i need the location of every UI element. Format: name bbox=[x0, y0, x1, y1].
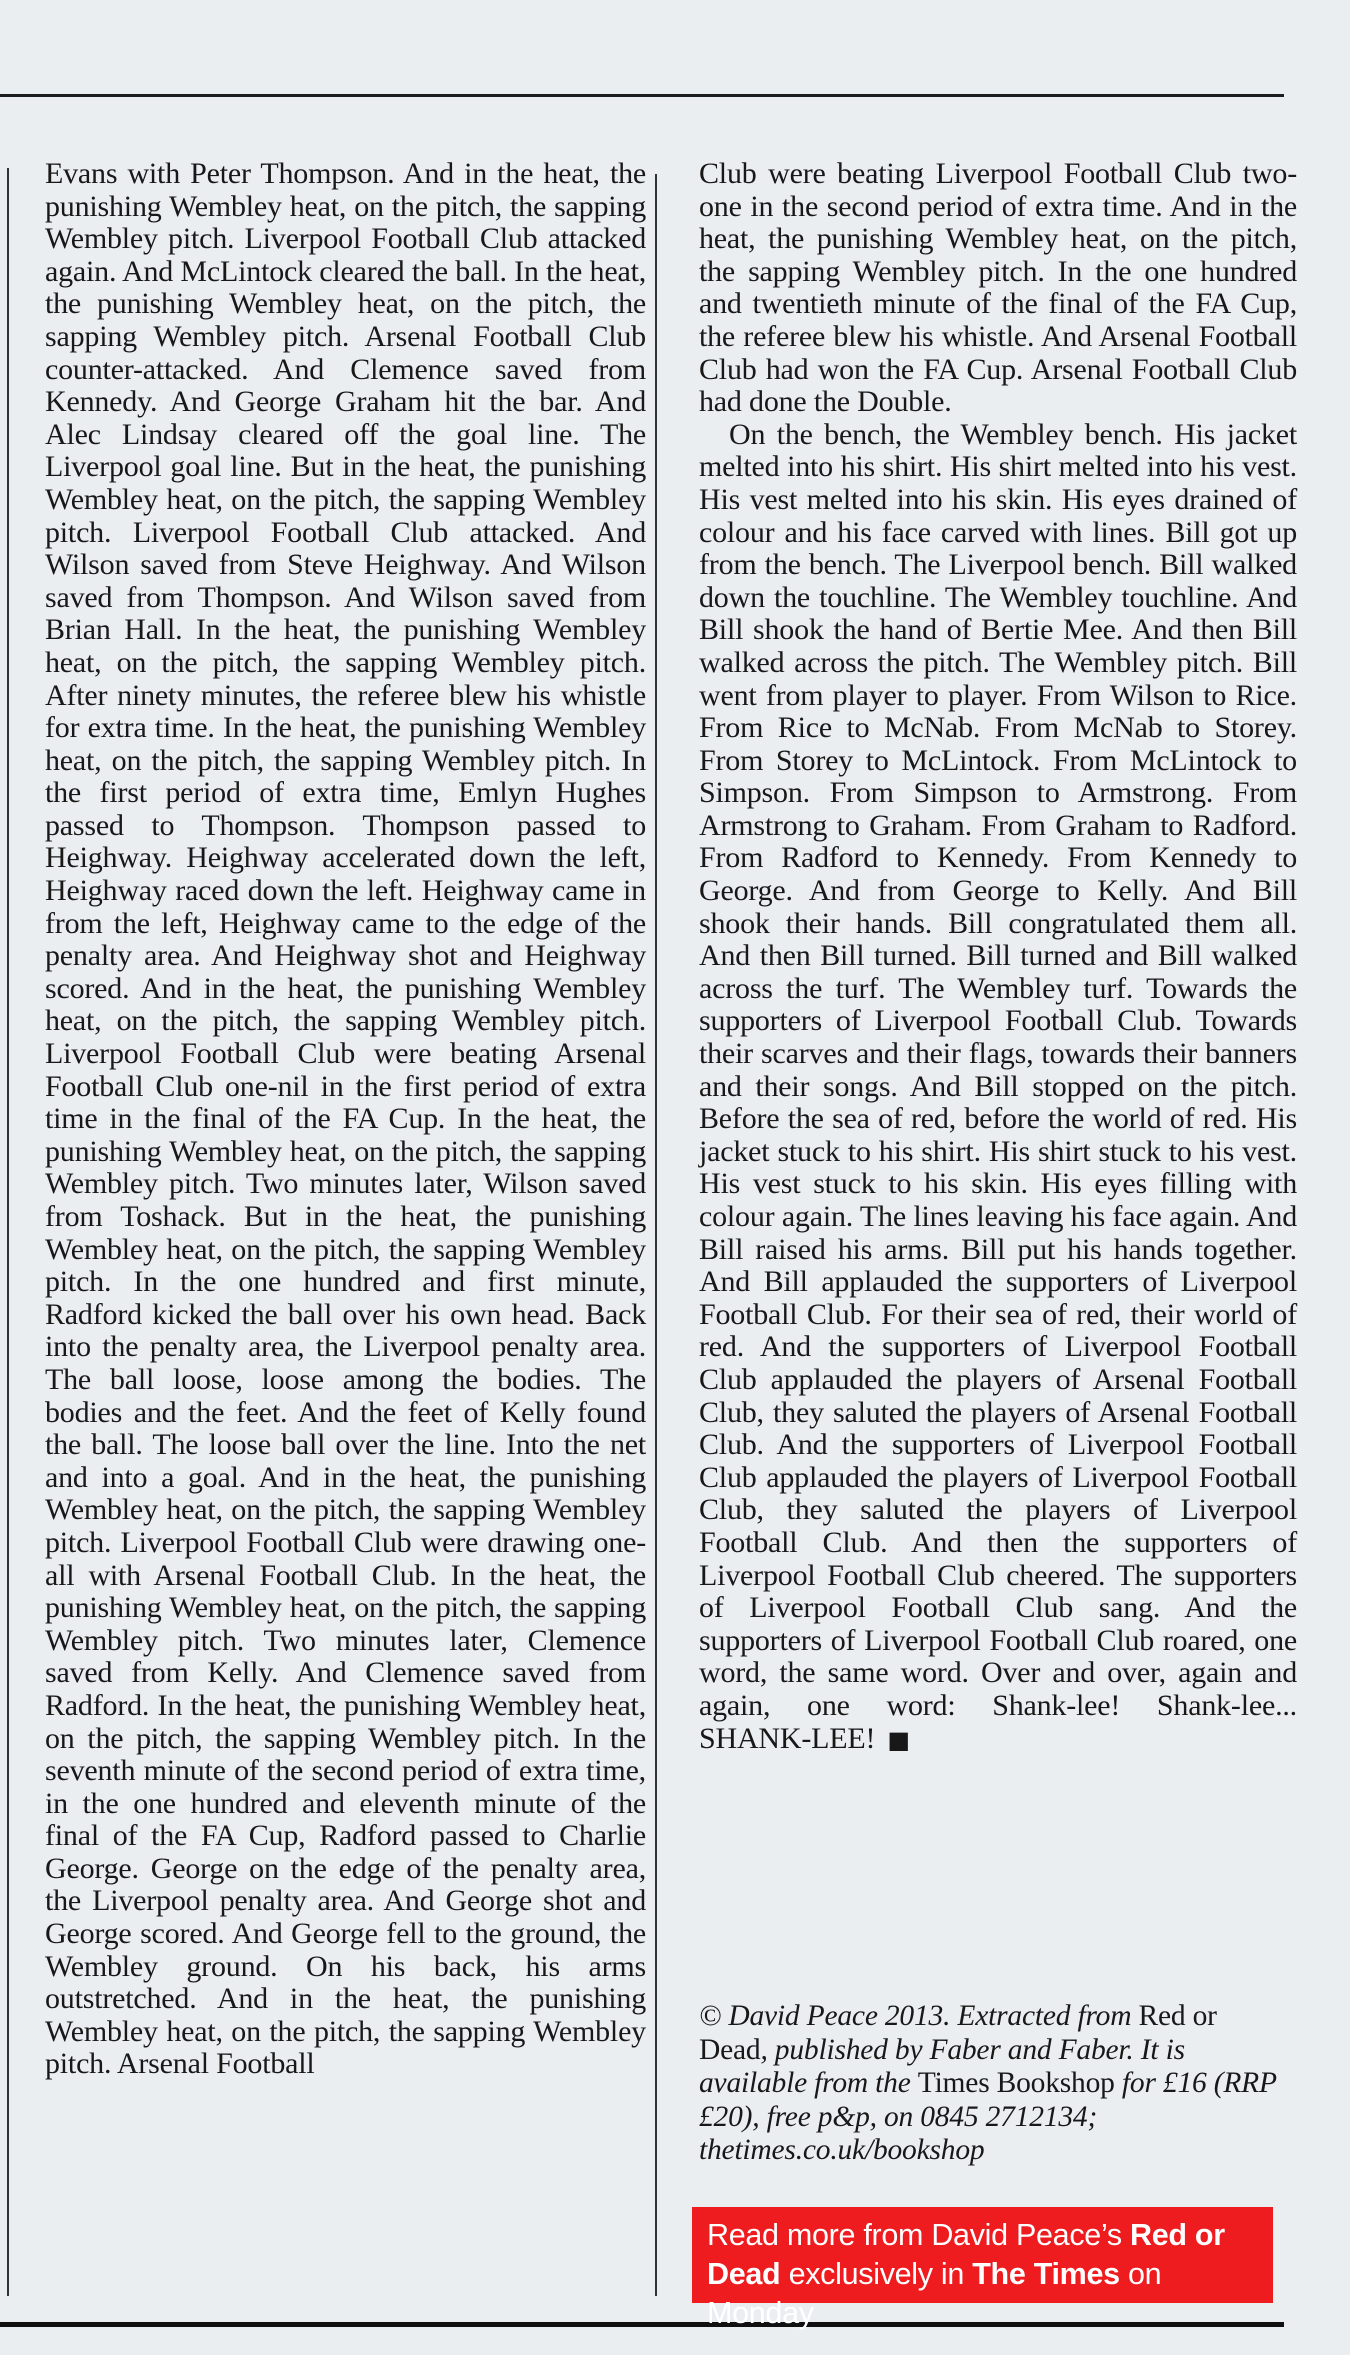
left-column-rule bbox=[7, 168, 9, 2296]
promo-text-2: exclusively in bbox=[780, 2257, 973, 2291]
credit-text-3: for £16 (RRP £20), free p&p, on 0845 2712134; thetimes.co.uk/bookshop bbox=[699, 2067, 1277, 2166]
end-of-article-marker: ■ bbox=[887, 1725, 910, 1754]
article-column-left bbox=[45, 158, 646, 2081]
article-paragraph-final-text: On the bench, the Wembley bench. His jacket melted into his shirt. His shirt melted into his vest. His vest melted into his skin. His eyes drained of colour and his face carved with lines. Bill got up from the bench. The Liverpool bench. Bill walked down the touchline. The Wembley touchline. And Bill shook the hand of Bertie Mee. And then Bill walked across the pitch. The Wembley pitch. Bill went from player to player. From Wilson to Rice. From Rice to McNab. From McNab to Storey. From Storey to McLintock. From McLintock to Simpson. From Simpson to Armstrong. From Armstrong to Graham. From Graham to Radford. From Radford to Kennedy. From Kennedy to George. And from George to Kelly. And Bill shook their hands. Bill congratulated them all. And then Bill turned. Bill turned and Bill walked across the turf. The Wembley turf. Towards the supporters of Liverpool Football Club. Towards their scarves and their flags, towards their banners and their songs. And Bill stopped on the pitch. Before the sea of red, before the world of red. His jacket stuck to his shirt. His shirt stuck to his vest. His vest stuck to his skin. His eyes filling with colour again. The lines leaving his face again. And Bill raised his arms. Bill put his hands together. And Bill applauded the supporters of Liverpool Football Club. For their sea of red, their world of red. And the supporters of Liverpool Football Club applauded the players of Arsenal Football Club, they saluted the players of Arsenal Football Club. And the supporters of Liverpool Football Club applauded the players of Liverpool Football Club, they saluted the players of Liverpool Football Club. And then the supporters of Liverpool Football Club cheered. The supporters of Liverpool Football Club sang. And the supporters of Liverpool Football Club roared, one word, the same word. Over and over, again and again, one word: Shank-lee! Shank-lee... SHANK-LEE! bbox=[699, 417, 1297, 1755]
promo-book-title: Red or Dead bbox=[707, 2218, 1225, 2291]
top-rule bbox=[0, 94, 1284, 97]
promo-text-3: on Monday bbox=[707, 2257, 1162, 2330]
promo-banner bbox=[692, 2207, 1273, 2330]
promo-text-1: Read more from David Peace’s bbox=[707, 2218, 1131, 2252]
credit-text-1: © David Peace 2013. Extracted from bbox=[699, 2000, 1139, 2032]
credit-book-title: Red or Dead bbox=[699, 2000, 1217, 2066]
credit-text-2: , published by Faber and Faber. It is available from the bbox=[699, 2033, 1185, 2099]
article-column-right bbox=[699, 158, 1297, 1756]
promo-times-name: The Times bbox=[972, 2257, 1120, 2291]
copyright-credit bbox=[699, 2000, 1283, 2168]
article-paragraph-continued: Evans with Peter Thompson. And in the heat, the punishing Wembley heat, on the pitch, the sapping Wembley pitch. Liverpool Football Club attacked again. And McLintock cleared the ball. In the heat, the punishing Wembley heat, on the pitch, the sapping Wembley pitch. Arsenal Football Club counter-attacked. And Clemence saved from Kennedy. And George Graham hit the bar. And Alec Lindsay cleared off the goal line. The Liverpool goal line. But in the heat, the punishing Wembley heat, on the pitch, the sapping Wembley pitch. Liverpool Football Club attacked. And Wilson saved from Steve Heighway. And Wilson saved from Thompson. And Wilson saved from Brian Hall. In the heat, the punishing Wembley heat, on the pitch, the sapping Wembley pitch. After ninety minutes, the referee blew his whistle for extra time. In the heat, the punishing Wembley heat, on the pitch, the sapping Wembley pitch. In the first period of extra time, Emlyn Hughes passed to Thompson. Thompson passed to Heighway. Heighway accelerated down the left, Heighway raced down the left. Heighway came in from the left, Heighway came to the edge of the penalty area. And Heighway shot and Heighway scored. And in the heat, the punishing Wembley heat, on the pitch, the sapping Wembley pitch. Liverpool Football Club were beating Arsenal Football Club one-nil in the first period of extra time in the final of the FA Cup. In the heat, the punishing Wembley heat, on the pitch, the sapping Wembley pitch. Two minutes later, Wilson saved from Toshack. But in the heat, the punishing Wembley heat, on the pitch, the sapping Wembley pitch. In the one hundred and first minute, Radford kicked the ball over his own head. Back into the penalty area, the Liverpool penalty area. The ball loose, loose among the bodies. The bodies and the feet. And the feet of Kelly found the ball. The loose ball over the line. Into the net and into a goal. And in the heat, the punishing Wembley heat, on the pitch, the sapping Wembley pitch. Liverpool Football Club were drawing one-all with Arsenal Football Club. In the heat, the punishing Wembley heat, on the pitch, the sapping Wembley pitch. Two minutes later, Clemence saved from Kelly. And Clemence saved from Radford. In the heat, the punishing Wembley heat, on the pitch, the sapping Wembley pitch. In the seventh minute of the second period of extra time, in the one hundred and eleventh minute of the final of the FA Cup, Radford passed to Charlie George. George on the edge of the penalty area, the Liverpool penalty area. And George shot and George scored. And George fell to the ground, the Wembley ground. On his back, his arms outstretched. And in the heat, the punishing Wembley heat, on the pitch, the sapping Wembley pitch. Arsenal Football bbox=[45, 157, 646, 2081]
bottom-rule bbox=[0, 2322, 1284, 2327]
article-paragraph-continued-2: Club were beating Liverpool Football Club two-one in the second period of extra time. And in the heat, the punishing Wembley heat, on the pitch, the sapping Wembley pitch. In the one hundred and twentieth minute of the final of the FA Cup, the referee blew his whistle. And Arsenal Football Club had won the FA Cup. Arsenal Football Club had done the Double. bbox=[699, 157, 1297, 419]
article-paragraph-final bbox=[699, 419, 1297, 1756]
column-divider-rule bbox=[655, 174, 657, 2296]
credit-bookshop-name: Times Bookshop bbox=[917, 2067, 1115, 2099]
